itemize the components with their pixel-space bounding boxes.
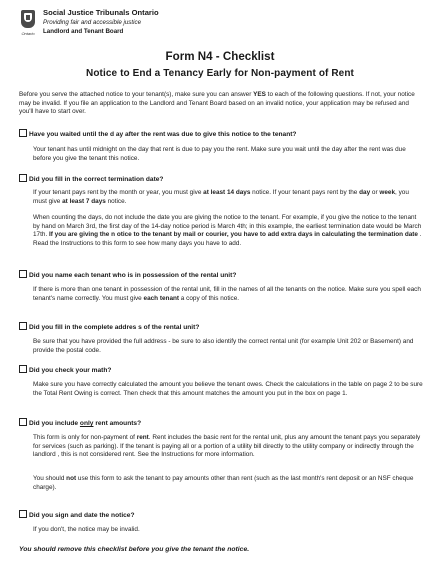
intro-paragraph: Before you serve the attached notice to your tenant(s), make sure you can answer YES to each of the following questions. If not, your notice may be invalid. If you file an application to the Landlord and Tenant Board based on an invalid notice, your application may be refused and you'll have to start over. [19,91,415,116]
checkbox[interactable] [19,365,27,373]
footer-note: You should remove this checklist before you give the tenant the notice. [19,546,250,553]
board-name: Landlord and Tenant Board [43,28,124,35]
question-complete-address[interactable]: Did you fill in the complete addres s of the rental unit? [19,322,423,332]
ontario-logo-icon: Ontario [19,10,37,40]
page-title: Form N4 - Checklist [165,50,275,63]
answer-only-rent-definition: This form is only for non-payment of rent. Rent includes the basic rent for the rental unit, plus any amount the tenant pays you separately for services (such as parking). If the tenant is paying all or a portion of a utility bill directly to the utility company or indirectly through the landlord , this is not considered rent. See the Instructions for more information. [33,434,421,459]
question-termination-date[interactable]: Did you fill in the correct termination date? [19,174,423,184]
org-name: Social Justice Tribunals Ontario [43,8,159,17]
answer-termination-date-notice: If your tenant pays rent by the month or year, you must give at least 14 days notice. If your tenant pays rent by the day or week, you must give at least 7 days notice. [33,189,409,205]
question-check-math[interactable]: Did you check your math? [19,365,423,375]
page-subtitle: Notice to End a Tenancy Early for Non-payment of Rent [86,68,354,79]
organization-block [43,8,159,36]
checkbox[interactable] [19,418,27,426]
checkbox[interactable] [19,174,27,182]
answer-complete-address: Be sure that you have provided the full address - be sure to also identify the correct rental unit (for example Unit 202 or Basement) and provide the postal code. [33,338,414,354]
answer-termination-date-counting: When counting the days, do not include the date you are giving the notice to the tenant. For example, if you give the notice to the tenant by hand on March 3rd, the first day of the 14-day notice period is March 4th; in this example, the earliest termination date would be March 17th. If you are giving the n otice to the tenant by mail or courier, you have to add extra days in calculating the termination date . Read the Instructions to this form to see how many days you have to add. [33,214,422,247]
checkbox[interactable] [19,322,27,330]
question-waited-day-after[interactable]: Have you waited until the d ay after the rent was due to give this notice to the tenant? [19,129,423,139]
checkbox[interactable] [19,129,27,137]
org-tagline: Providing fair and accessible justice [43,19,142,26]
question-sign-and-date[interactable]: Did you sign and date the notice? [19,510,423,520]
answer-sign-and-date: If you don't, the notice may be invalid. [33,526,140,533]
checkbox[interactable] [19,510,27,518]
answer-check-math: Make sure you have correctly calculated the amount you believe the tenant owes. Check the calculations in the table on page 2 to be sure the Total Rent Owing is correct. Then check that this amount matches the amount you put in the box on page 1. [33,381,423,397]
answer-waited-day-after: Your tenant has until midnight on the day that rent is due to pay you the rent. Make sure you wait until the day after the rent was due before you give the tenant this notice. [33,146,406,162]
answer-only-rent-exclusions: You should not use this form to ask the tenant to pay amounts other than rent (such as the last month's rent deposit or an NSF cheque charge). [33,475,414,491]
checkbox[interactable] [19,270,27,278]
question-name-each-tenant[interactable]: Did you name each tenant who is in possession of the rental unit? [19,270,423,280]
answer-name-each-tenant: If there is more than one tenant in possession of the rental unit, fill in the names of all the tenants on the notice. Make sure you spell each tenant's name correctly. You must give each tenant a copy of this notice. [33,286,421,302]
question-only-rent-amounts[interactable]: Did you include only rent amounts? [19,418,423,428]
